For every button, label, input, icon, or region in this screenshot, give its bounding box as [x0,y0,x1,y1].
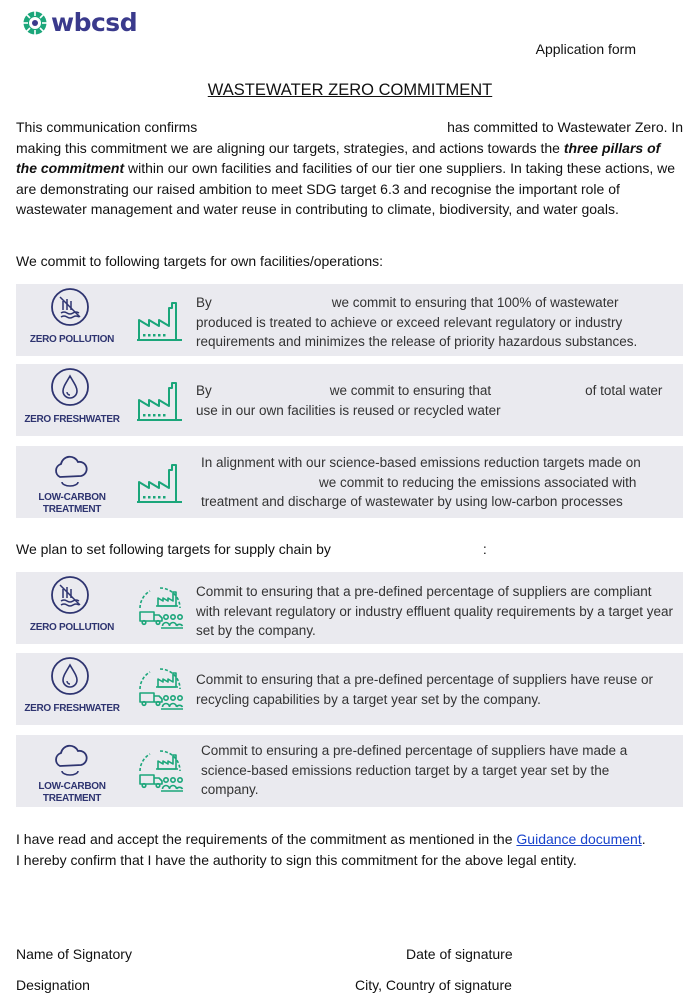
wbcsd-globe-icon [22,10,48,36]
target-text: Commit to ensuring a pre-defined percentage of suppliers have made a science-based emissions reduction target by a target year set by the company. [201,743,628,797]
commit-text: In alignment with our science-based emissions reduction targets made on [201,455,641,470]
supply-chain-icon [136,747,184,795]
commit-text: produced is treated to achieve or exceed relevant regulatory or industry requirements and minimizes the release of priority hazardous substances. [196,314,638,349]
zero-freshwater-pillar [16,653,128,725]
no-pollution-icon [50,287,90,327]
intro-paragraph [16,117,684,220]
signatory-name-label: Name of Signatory [16,946,132,962]
percentage-value: 100% [496,295,532,310]
commit-text: we commit to ensuring that [331,295,494,310]
low-carbon-pillar [16,446,128,518]
supply-zero-pollution-box [16,572,683,644]
guidance-document-link[interactable]: Guidance document [516,831,642,847]
zero-pollution-pillar [16,572,128,644]
water-drop-icon [50,367,90,407]
designation-label: Designation [16,977,90,993]
pillar-label: LOW-CARBON [38,781,106,792]
supply-low-carbon-box [16,735,683,807]
supply-zero-freshwater-box [16,653,683,725]
intro-text: In making this commitment we are aligning our targets, strategies, and actions towards the [16,119,684,156]
intro-emphasis: three pillars of the commitment [16,139,661,176]
pillar-label: ZERO POLLUTION [29,334,115,345]
authority-text: I hereby confirm that I have the authority to sign this commitment for the above legal entity. [16,851,577,868]
by-label: By [196,295,212,310]
factory-icon [136,376,184,424]
signature-city-label: City, Country of signature [355,977,512,993]
co2-cloud-icon [50,738,90,778]
pillar-label: ZERO FRESHWATER [24,414,120,425]
low-carbon-pillar [16,735,128,807]
supply-chain-icon [136,665,184,713]
supply-heading-colon: : [482,541,487,557]
pillar-label: LOW-CARBON [38,492,106,503]
commit-text: treatment and discharge of wastewater by using low-carbon processes [201,494,623,509]
pillar-label: TREATMENT [42,504,102,515]
own-zero-pollution-box [16,284,683,356]
own-zero-freshwater-box [16,364,683,436]
commit-text: we commit to ensuring that [329,383,492,398]
pillar-label: TREATMENT [42,793,102,804]
factory-icon [136,458,184,506]
commit-text: of wastewater [535,295,619,310]
zero-pollution-pillar [16,284,128,356]
intro-text: within our own facilities and facilities of our tier one suppliers. In taking these actions, we are demonstrating our raised ambition to meet SDG target 6.3 and recognise the important role of wastewater management and water reuse in contributing to climate, biodiversity, and water goals. [16,160,676,217]
page-title: WASTEWATER ZERO COMMITMENT [207,81,493,99]
water-drop-icon [50,656,90,696]
acceptance-text: . [641,831,646,847]
commit-text: we commit to reducing the emissions associated with [319,474,637,490]
supply-chain-icon [136,584,184,632]
target-text: Commit to ensuring that a pre-defined percentage of suppliers are compliant with relevant regulatory or industry effluent quality requirements by a target year set by the company. [196,584,673,638]
supply-heading [16,541,487,557]
intro-text: This communication confirms [16,119,198,135]
factory-icon [136,296,184,344]
wbcsd-logo [22,8,137,37]
target-text [196,381,676,420]
logo-text: wbcsd [51,8,138,37]
target-text: Commit to ensuring that a pre-defined percentage of suppliers have reuse or recycling capabilities by a target year set by the company. [196,672,654,707]
document-type: Application form [535,41,636,57]
no-pollution-icon [50,575,90,615]
signature-date-label: Date of signature [406,946,513,962]
co2-cloud-icon [50,449,90,489]
zero-freshwater-pillar [16,364,128,436]
commit-text: of total water [585,383,663,398]
pillar-label: ZERO POLLUTION [29,622,115,633]
acceptance-text: I have read and accept the requirements of the commitment as mentioned in the [16,831,513,847]
target-text [201,453,679,512]
by-label: By [196,383,212,398]
pillar-label: ZERO FRESHWATER [24,703,120,714]
target-text [196,293,676,352]
own-low-carbon-box [16,446,683,518]
commit-text: use in our own facilities is reused or recycled water [196,402,501,418]
intro-text: has committed to Wastewater Zero. [447,119,668,135]
acceptance-paragraph [16,829,684,870]
supply-heading-text: We plan to set following targets for supply chain by [16,541,331,557]
own-ops-heading: We commit to following targets for own facilities/operations: [16,253,384,269]
